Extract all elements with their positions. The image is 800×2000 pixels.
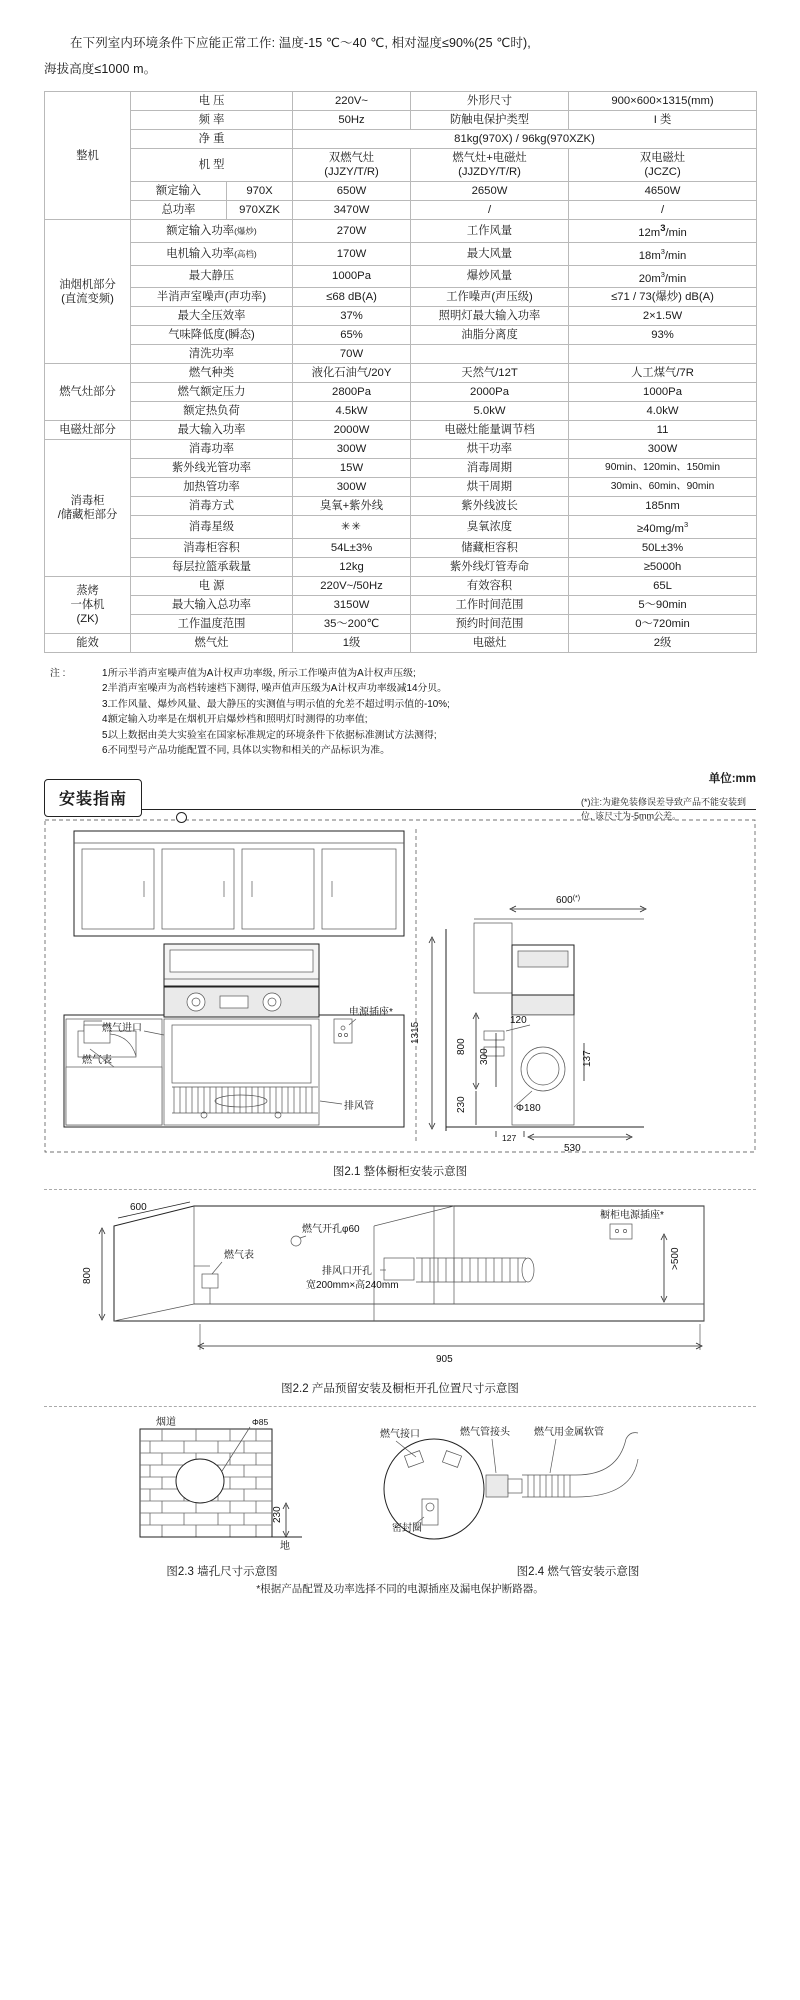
cell-stirfry-air-value	[569, 265, 757, 288]
cell-anechoic-value: ≤68 dB(A)	[293, 288, 411, 307]
table-row	[45, 111, 757, 130]
cell-ind-label: 最大输入功率	[131, 421, 293, 440]
table-row	[45, 326, 757, 345]
intro-line-1: 在下列室内环境条件下应能正常工作: 温度-15 ℃～40 ℃, 相对湿度≤90%(25 ℃时),	[70, 36, 531, 50]
fig1-dim-530: 530	[564, 1142, 581, 1154]
motor-label-sub: (高档)	[234, 248, 257, 259]
cell-shock-value: I 类	[569, 111, 757, 130]
table-row	[45, 383, 757, 402]
cell-model-b	[411, 149, 569, 182]
cell-gas-heat-b: 5.0kW	[411, 402, 569, 421]
cell-gas-press-c: 1000Pa	[569, 383, 757, 402]
cell-freq-value: 50Hz	[293, 111, 411, 130]
cell-model-970xzk: 970XZK	[227, 201, 293, 220]
fig1-dim-1315: 1315	[410, 1021, 421, 1044]
hood-rated-label-sub: (爆炒)	[234, 225, 257, 236]
cell-steam-temp-label: 工作温度范围	[131, 615, 293, 634]
fig2-dim-800: 800	[82, 1266, 93, 1284]
table-row	[45, 634, 757, 653]
fig3-dim-230: 230	[272, 1505, 283, 1523]
note-item	[44, 712, 756, 727]
table-row	[45, 92, 757, 111]
cell-uv-value: 15W	[293, 459, 411, 478]
cell-wave-label: 紫外线波长	[411, 497, 569, 516]
work-air-num: 12m	[638, 226, 661, 239]
cell-star-label: 消毒星级	[131, 516, 293, 539]
fig2-dim-gt500: >500	[670, 1246, 681, 1270]
cell-basket-label: 每层拉篮承载量	[131, 558, 293, 577]
note-item	[44, 697, 756, 712]
cell-steam-temp-value: 35～200℃	[293, 615, 411, 634]
note-spacer	[44, 712, 90, 727]
figure-2-3-and-2-4	[44, 1413, 756, 1596]
note-spacer	[44, 681, 90, 696]
cell-eff-ind-label: 电磁灶	[411, 634, 569, 653]
group-whole: 整机	[45, 92, 131, 220]
motor-label-text: 电机输入功率	[166, 247, 235, 260]
cell-ind-gear-label: 电磁灶能量调节档	[411, 421, 569, 440]
table-row	[45, 558, 757, 577]
cell-ozone-label: 臭氧浓度	[411, 516, 569, 539]
model-a-line2: (JJZY/T/R)	[324, 166, 379, 178]
cell-worknoise-value: ≤71 / 73(爆炒) dB(A)	[569, 288, 757, 307]
table-row	[45, 539, 757, 558]
cell-star-value: ✳✳	[293, 516, 411, 539]
cell-clean-label: 清洗功率	[131, 345, 293, 364]
figure-2-4-caption: 图2.4 燃气管安装示意图	[516, 1565, 640, 1578]
cell-gas-type-c: 人工煤气/7R	[569, 364, 757, 383]
cell-model-c	[569, 149, 757, 182]
model-c-line1: 双电磁灶	[639, 152, 686, 164]
table-row	[45, 615, 757, 634]
cell-clean-blank-2	[569, 345, 757, 364]
fig1-label-socket: 电源插座*	[349, 1006, 393, 1018]
cell-gas-heat-c: 4.0kW	[569, 402, 757, 421]
fig2-label-gas-meter: 燃气表	[224, 1249, 254, 1261]
fig2-dim-600: 600	[130, 1201, 147, 1213]
note-item	[44, 743, 756, 758]
max-air-num: 18m	[638, 249, 661, 262]
cell-p970xzk-c: /	[569, 201, 757, 220]
cell-work-air-label: 工作风量	[411, 220, 569, 243]
specification-table	[44, 91, 757, 653]
cell-p970x-c: 4650W	[569, 182, 757, 201]
cell-gas-type-a: 液化石油气/20Y	[293, 364, 411, 383]
model-b-line1: 燃气灶+电磁灶	[452, 152, 527, 164]
cell-dimension-value: 900×600×1315(mm)	[569, 92, 757, 111]
table-row	[45, 149, 757, 182]
fig4-label-seal: 密封圈	[392, 1522, 422, 1534]
max-air-sup: 3	[660, 246, 665, 256]
ozone-num: ≥40mg/m	[636, 523, 684, 536]
max-air-unit: /min	[664, 249, 687, 262]
banner-rule	[44, 809, 756, 811]
cell-p970xzk-b: /	[411, 201, 569, 220]
figure-2-2	[44, 1196, 756, 1396]
figure-captions-row	[44, 1563, 756, 1579]
cell-gas-heat-label: 额定热负荷	[131, 402, 293, 421]
cell-gas-type-b: 天然气/12T	[411, 364, 569, 383]
group-hood-line2: (直流变频)	[61, 292, 114, 305]
figure-2-1	[44, 819, 756, 1179]
cell-press-eff-label: 最大全压效率	[131, 307, 293, 326]
cell-ind-gear-value: 11	[569, 421, 757, 440]
fig2-label-gas-hole: 燃气开孔φ60	[302, 1223, 360, 1235]
note-num: 3.	[102, 698, 111, 710]
group-steam	[45, 577, 131, 634]
stirfry-air-sup: 3	[660, 269, 665, 279]
cell-vol-label: 消毒柜容积	[131, 539, 293, 558]
stirfry-air-num: 20m	[638, 272, 661, 285]
cell-steam-time-label: 工作时间范围	[411, 596, 569, 615]
fig4-label-hose: 燃气用金属软管	[534, 1426, 604, 1438]
group-cabinet-line1: 消毒柜	[70, 495, 105, 508]
cell-grease-label: 油脂分离度	[411, 326, 569, 345]
cell-disinfect-cycle-value: 90min、120min、150min	[569, 459, 757, 478]
cell-gas-press-b: 2000Pa	[411, 383, 569, 402]
cell-static-value: 1000Pa	[293, 265, 411, 288]
fig1-dim-127: 127	[502, 1132, 517, 1143]
group-steam-line3: (ZK)	[76, 613, 99, 626]
cell-max-air-label: 最大风量	[411, 242, 569, 265]
group-steam-line1: 蒸烤	[76, 585, 99, 598]
fig1-label-gas-meter: 燃气表	[82, 1054, 112, 1066]
cell-dry-cycle-value: 30min、60min、90min	[569, 478, 757, 497]
fig1-label-exhaust: 排风管	[344, 1100, 374, 1112]
cell-anechoic-label: 半消声室噪声(声功率)	[131, 288, 293, 307]
cell-uvlife-label: 紫外线灯管寿命	[411, 558, 569, 577]
cell-p970xzk-a: 3470W	[293, 201, 411, 220]
cell-steam-pre-label: 预约时间范围	[411, 615, 569, 634]
cell-steam-power-label: 电 源	[131, 577, 293, 596]
fig1-label-gas-inlet: 燃气进口	[102, 1022, 142, 1034]
table-row	[45, 345, 757, 364]
fig2-label-exhaust-size: 宽200mm×高240mm	[306, 1279, 399, 1291]
cell-eff-gas-value: 1级	[293, 634, 411, 653]
model-b-line2: (JJZDY/T/R)	[458, 166, 521, 178]
fig1-dim-120: 120	[510, 1014, 527, 1026]
table-row	[45, 516, 757, 539]
group-steam-line2: 一体机	[70, 599, 105, 612]
cell-disinfect-p-label: 消毒功率	[131, 440, 293, 459]
figure-34-drawing	[44, 1413, 756, 1563]
cell-dry-p-label: 烘干功率	[411, 440, 569, 459]
cell-ind-value: 2000W	[293, 421, 411, 440]
fig4-label-gas-port: 燃气接口	[380, 1428, 420, 1440]
figure-2-2-caption: 图2.2 产品预留安装及橱柜开孔位置尺寸示意图	[281, 1382, 519, 1395]
cell-vol-value: 54L±3%	[293, 539, 411, 558]
notes-block	[44, 666, 756, 758]
model-a-line1: 双燃气灶	[328, 152, 375, 164]
group-efficiency: 能效	[45, 634, 131, 653]
fig3-label-ground: 地	[280, 1540, 290, 1552]
table-row	[45, 364, 757, 383]
note-text: 以上数据由美大实验室在国家标准规定的环境条件下依据标准测试方法测得;	[108, 729, 437, 741]
note-num: 1.	[102, 668, 111, 680]
cell-gas-press-a: 2800Pa	[293, 383, 411, 402]
ozone-sup: 3	[683, 520, 689, 530]
table-row	[45, 596, 757, 615]
note-num: 6.	[102, 745, 111, 757]
cell-model-a	[293, 149, 411, 182]
table-row	[45, 307, 757, 326]
cell-uvlife-value: ≥5000h	[569, 558, 757, 577]
fig1-dim-180: Φ180	[516, 1102, 541, 1114]
fig1-dim-600-sup: (*)	[572, 894, 581, 902]
cell-p970x-a: 650W	[293, 182, 411, 201]
table-row	[45, 201, 757, 220]
cell-gas-type-label: 燃气种类	[131, 364, 293, 383]
cell-uv-label: 紫外线光管功率	[131, 459, 293, 478]
fig1-dim-230: 230	[456, 1095, 467, 1113]
fig2-label-exhaust-hole: 排风口开孔	[322, 1265, 372, 1277]
table-row	[45, 577, 757, 596]
fig1-dim-137: 137	[582, 1049, 593, 1067]
figure-2-3-caption: 图2.3 墙孔尺寸示意图	[166, 1565, 278, 1578]
note-text: 工作风量、爆炒风量、最大静压的实测值与明示值的允差不超过明示值的-10%;	[108, 698, 450, 710]
table-row	[45, 265, 757, 288]
cell-method-label: 消毒方式	[131, 497, 293, 516]
note-text: 半消声室噪声为高档转速档下测得, 噪声值声压级为A计权声功率级减14分贝。	[108, 683, 448, 695]
fig3-label-dia: Φ85	[252, 1416, 269, 1427]
cell-hood-rated-value: 270W	[293, 220, 411, 243]
note-item	[44, 681, 756, 696]
cell-static-label: 最大静压	[131, 265, 293, 288]
cell-steam-pre-value: 0～720min	[569, 615, 757, 634]
group-gas: 燃气灶部分	[45, 364, 131, 421]
cell-eff-ind-value: 2级	[569, 634, 757, 653]
cell-weight-value: 81kg(970X) / 96kg(970XZK)	[293, 130, 757, 149]
cell-motor-label	[131, 242, 293, 265]
note-num: 5.	[102, 729, 111, 741]
cell-clean-value: 70W	[293, 345, 411, 364]
table-row	[45, 478, 757, 497]
note-text: 不同型号产品功能配置不同, 具体以实物和相关的产品标识为准。	[108, 745, 390, 757]
stirfry-air-unit: /min	[664, 272, 687, 285]
group-induction: 电磁灶部分	[45, 421, 131, 440]
cell-work-air-value	[569, 220, 757, 243]
group-cabinet-line2: /储藏柜部分	[57, 509, 118, 522]
unit-label: 单位:mm	[708, 773, 756, 785]
cell-dry-cycle-label: 烘干周期	[411, 478, 569, 497]
cell-worknoise-label: 工作噪声(声压级)	[411, 288, 569, 307]
table-row	[45, 421, 757, 440]
cell-steam-power-value: 220V~/50Hz	[293, 577, 411, 596]
cell-grease-value: 93%	[569, 326, 757, 345]
cell-gas-press-label: 燃气额定压力	[131, 383, 293, 402]
work-air-unit: /min	[665, 226, 687, 239]
cell-weight-label: 净 重	[131, 130, 293, 149]
hood-rated-label-text: 额定输入功率	[166, 224, 235, 237]
cell-voltage-value: 220V~	[293, 92, 411, 111]
cell-lamp-label: 照明灯最大输入功率	[411, 307, 569, 326]
model-c-line2: (JCZC)	[644, 166, 681, 178]
divider-1	[44, 1189, 756, 1190]
cell-rated-label-2: 总功率	[131, 201, 227, 220]
group-hood	[45, 220, 131, 364]
cell-wave-value: 185nm	[569, 497, 757, 516]
group-hood-line1: 油烟机部分	[59, 278, 116, 291]
cell-ozone-value	[569, 516, 757, 539]
fig3-label-flue: 烟道	[156, 1416, 176, 1428]
cell-rated-label-1: 额定输入	[131, 182, 227, 201]
table-row	[45, 242, 757, 265]
cell-steam-vol-label: 有效容积	[411, 577, 569, 596]
note-text: 额定输入功率是在烟机开启爆炒档和照明灯时测得的功率值;	[108, 714, 368, 726]
cell-steam-time-value: 5～90min	[569, 596, 757, 615]
note-spacer	[44, 728, 90, 743]
notes-title: 注 :	[50, 668, 66, 680]
cell-odor-label: 气味降低度(瞬态)	[131, 326, 293, 345]
cell-max-air-value	[569, 242, 757, 265]
cell-heater-label: 加热管功率	[131, 478, 293, 497]
cell-steam-max-value: 3150W	[293, 596, 411, 615]
cell-p970x-b: 2650W	[411, 182, 569, 201]
fig1-dim-800: 800	[456, 1037, 467, 1055]
table-row	[45, 182, 757, 201]
footer-note: *根据产品配置及功率选择不同的电源插座及漏电保护断路器。	[256, 1582, 544, 1595]
cell-freq-label: 频 率	[131, 111, 293, 130]
intro-text	[44, 0, 756, 82]
cell-disinfect-p-value: 300W	[293, 440, 411, 459]
cell-dry-p-value: 300W	[569, 440, 757, 459]
note-item	[44, 666, 756, 681]
cell-clean-blank-1	[411, 345, 569, 364]
figure-2-1-drawing	[44, 819, 756, 1159]
guide-title: 安装指南	[44, 779, 142, 817]
cell-steam-max-label: 最大输入总功率	[131, 596, 293, 615]
cell-dimension-label: 外形尺寸	[411, 92, 569, 111]
note-spacer	[44, 697, 90, 712]
cell-store-vol-value: 50L±3%	[569, 539, 757, 558]
cell-method-value: 臭氧+紫外线	[293, 497, 411, 516]
cell-voltage-label: 电 压	[131, 92, 293, 111]
banner-circle-icon	[176, 812, 187, 823]
fig4-label-joint: 燃气管接头	[460, 1426, 510, 1438]
fig2-label-socket: 橱柜电源插座*	[600, 1209, 664, 1221]
figure-2-2-drawing	[44, 1196, 756, 1376]
fig1-dim-600: 600(*)	[556, 894, 581, 906]
table-row	[45, 440, 757, 459]
note-text: 所示半消声室噪声值为A计权声功率级, 所示工作噪声值为A计权声压级;	[108, 668, 416, 680]
cell-press-eff-value: 37%	[293, 307, 411, 326]
tolerance-note: (*)注:为避免装修误差导致产品不能安装到位, 该尺寸为-5mm公差。	[581, 797, 746, 821]
cell-model-970x: 970X	[227, 182, 293, 201]
cell-stirfry-air-label: 爆炒风量	[411, 265, 569, 288]
table-row	[45, 220, 757, 243]
cell-steam-vol-value: 65L	[569, 577, 757, 596]
note-num: 2.	[102, 683, 111, 695]
table-row	[45, 130, 757, 149]
cell-heater-value: 300W	[293, 478, 411, 497]
cell-gas-heat-a: 4.5kW	[293, 402, 411, 421]
work-air-sup: 3	[660, 223, 666, 234]
cell-model-label: 机 型	[131, 149, 293, 182]
note-spacer	[44, 743, 90, 758]
fig1-dim-300: 300	[479, 1047, 490, 1065]
cell-odor-value: 65%	[293, 326, 411, 345]
cell-disinfect-cycle-label: 消毒周期	[411, 459, 569, 478]
cell-lamp-value: 2×1.5W	[569, 307, 757, 326]
cell-shock-label: 防触电保护类型	[411, 111, 569, 130]
cell-hood-rated-label	[131, 220, 293, 243]
fig2-dim-905: 905	[436, 1353, 453, 1365]
cell-basket-value: 12kg	[293, 558, 411, 577]
cell-store-vol-label: 储藏柜容积	[411, 539, 569, 558]
cell-eff-gas-label: 燃气灶	[131, 634, 293, 653]
intro-line-2: 海拔高度≤1000 m。	[44, 62, 157, 76]
table-row	[45, 459, 757, 478]
divider-2	[44, 1406, 756, 1407]
table-row	[45, 402, 757, 421]
table-row	[45, 288, 757, 307]
figure-2-1-caption: 图2.1 整体橱柜安装示意图	[332, 1165, 468, 1178]
note-num: 4.	[102, 714, 111, 726]
table-row	[45, 497, 757, 516]
group-cabinet	[45, 440, 131, 577]
note-item	[44, 728, 756, 743]
cell-motor-value: 170W	[293, 242, 411, 265]
